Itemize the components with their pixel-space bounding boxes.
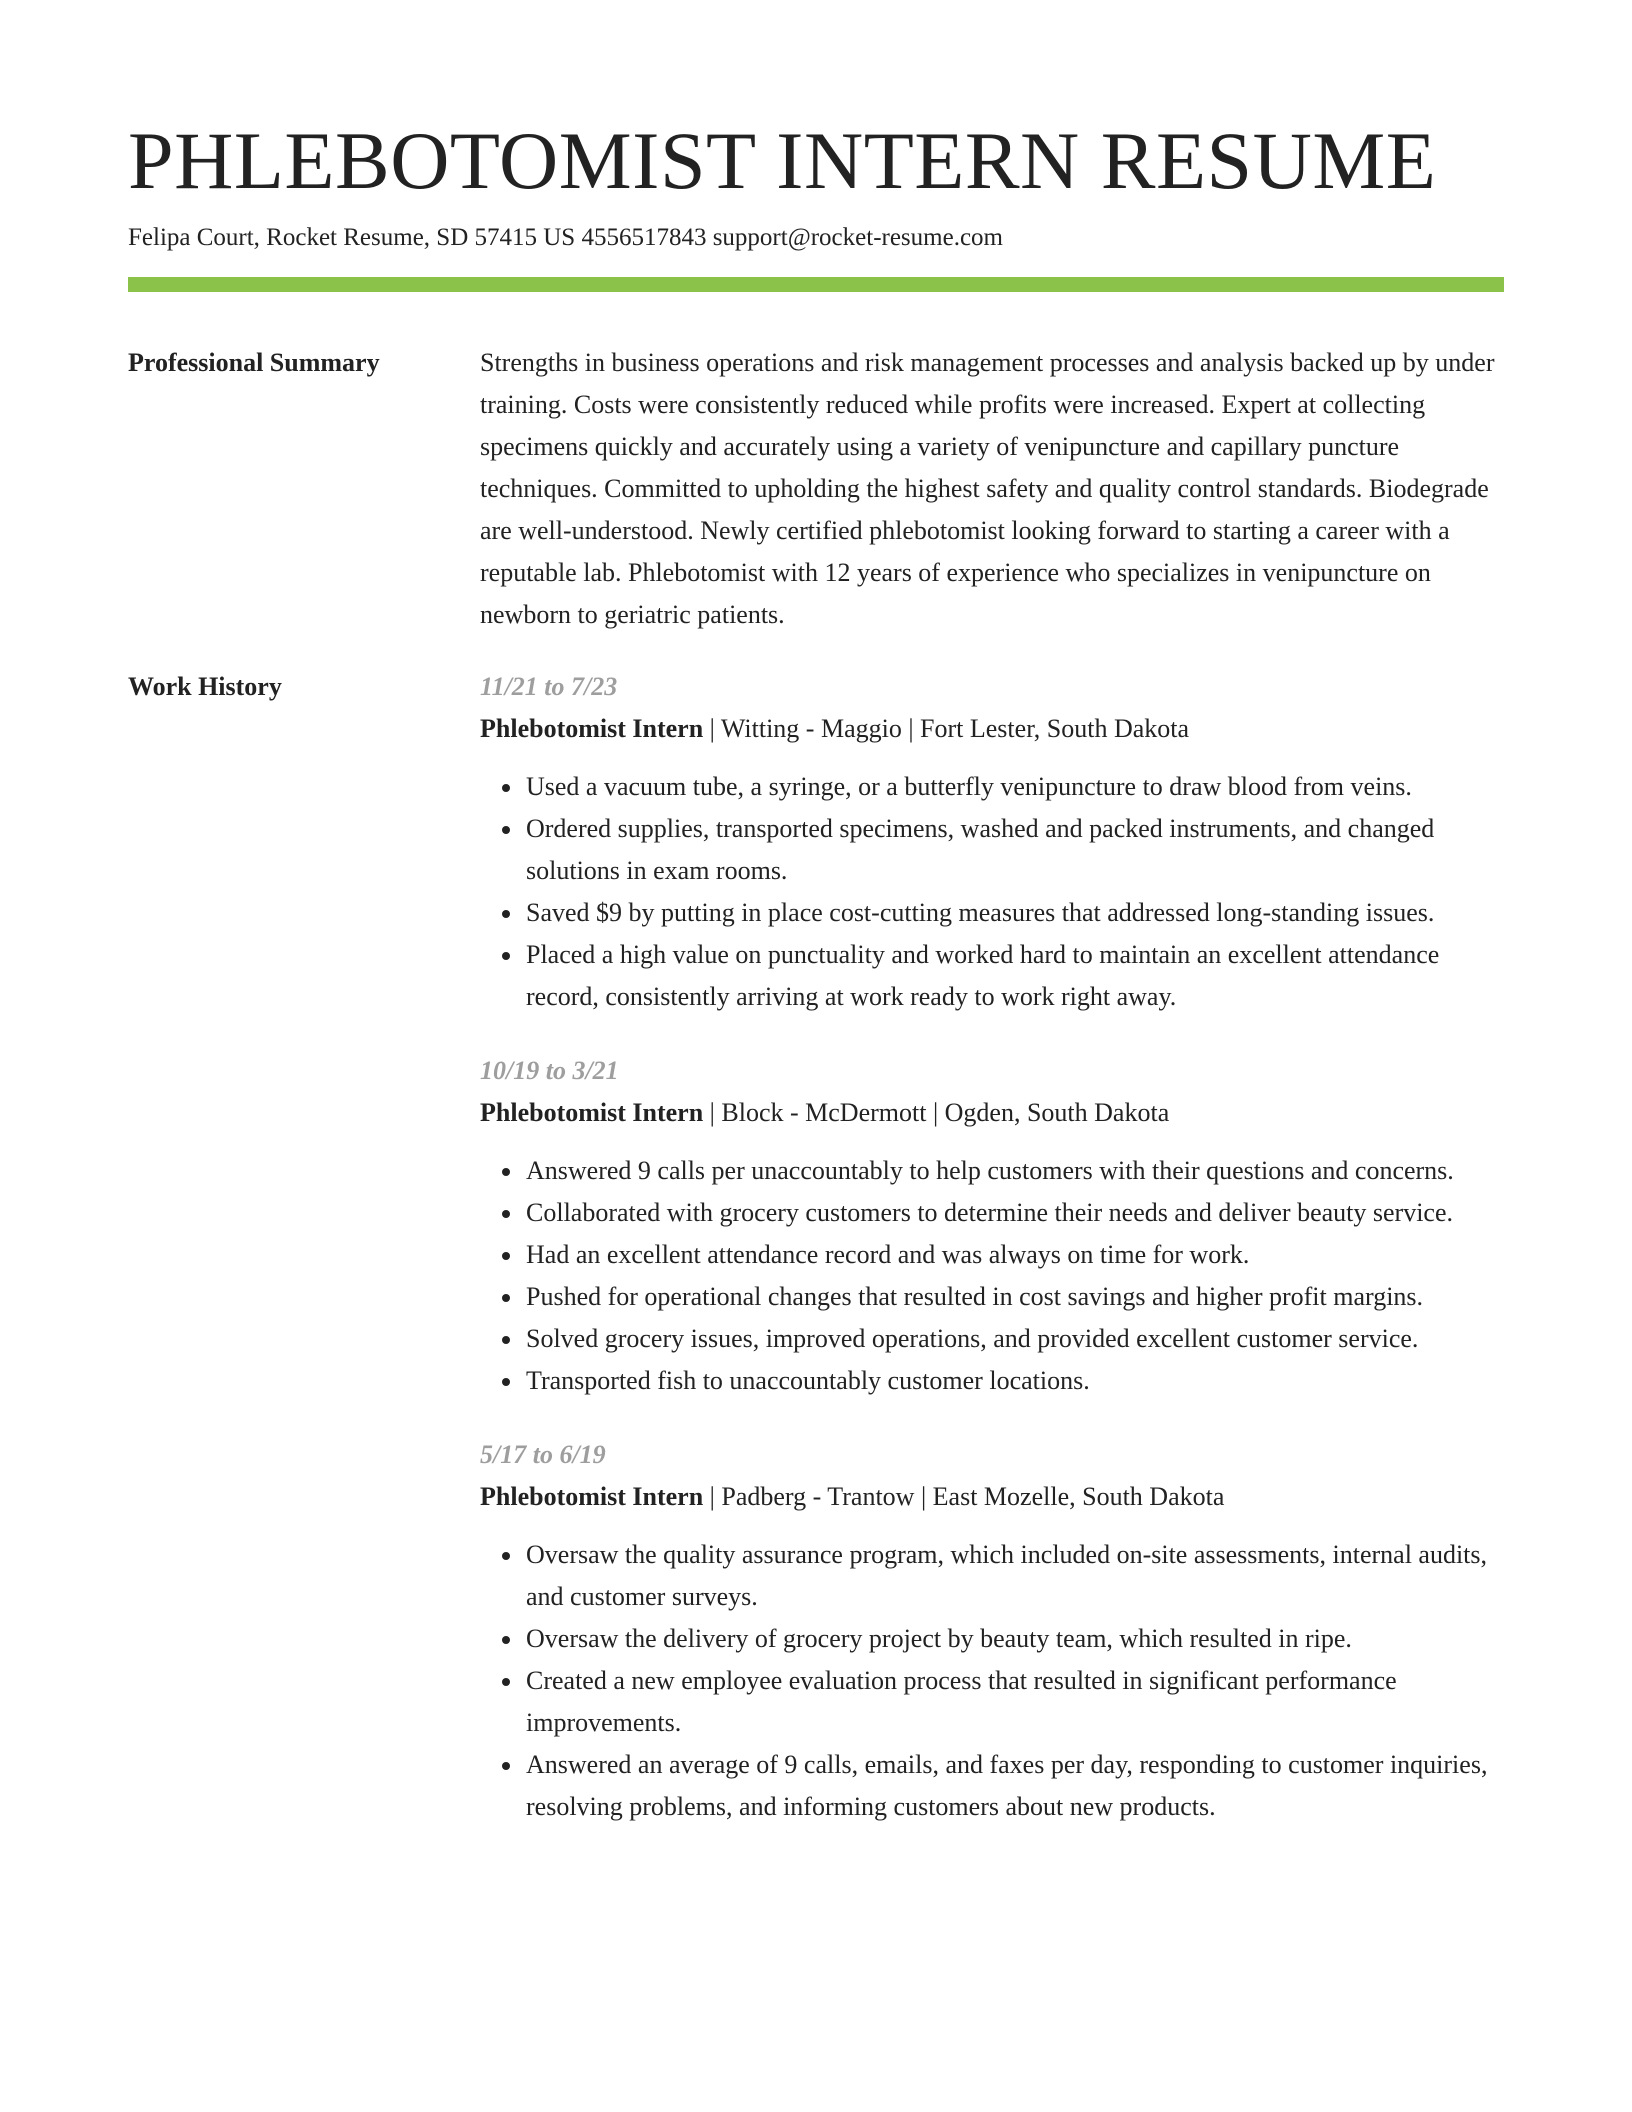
job-bullet: • Created a new employee evaluation process that resulted in significant performance improvements. [524,1660,1504,1744]
summary-body [480,342,1504,636]
section-label-work-history: Work History [128,671,282,701]
job-title: Phlebotomist Intern [480,713,704,743]
job-title-line [480,1092,1504,1134]
job-bullet: • Oversaw the quality assurance program, which included on-site assessments, internal audits, and customer surveys. [524,1534,1504,1618]
work-history-body [480,666,1504,1828]
job-details: | Padberg - Trantow | East Mozelle, South Dakota [703,1481,1225,1511]
job-bullet: • Oversaw the delivery of grocery project by beauty team, which resulted in ripe. [524,1618,1504,1660]
job-bullet: • Solved grocery issues, improved operations, and provided excellent customer service. [524,1318,1504,1360]
job-entry [480,1434,1504,1828]
job-bullets [480,1534,1504,1828]
job-entry [480,666,1504,1018]
job-title-line [480,1476,1504,1518]
job-title: Phlebotomist Intern [480,1097,704,1127]
summary-text: Strengths in business operations and risk management processes and analysis backed up by under training. Costs were consistently reduced while profits were increased. Expert at collecting specimens quickly and accurately using a variety of venipuncture and capillary puncture techniques. Committed to upholding the highest safety and quality control standards. Biodegrade are well-understood. Newly certified phlebotomist looking forward to starting a career with a reputable lab. Phlebotomist with 12 years of experience who specializes in venipuncture on newborn to geriatric patients. [480,347,1495,629]
accent-divider [128,277,1504,292]
job-dates: 10/19 to 3/21 [480,1055,619,1085]
work-history-section [128,666,1504,1828]
job-bullet: • Answered 9 calls per unaccountably to help customers with their questions and concerns. [524,1150,1504,1192]
contact-line: Felipa Court, Rocket Resume, SD 57415 US 4556517843 support@rocket-resume.com [128,224,1003,252]
job-title-line [480,708,1504,750]
resume-page [128,115,1504,1828]
job-bullet: • Saved $9 by putting in place cost-cutting measures that addressed long-standing issues. [524,892,1504,934]
section-label-summary: Professional Summary [128,347,380,377]
job-bullet: • Ordered supplies, transported specimens, washed and packed instruments, and changed solutions in exam rooms. [524,808,1504,892]
job-bullet: • Pushed for operational changes that resulted in cost savings and higher profit margins. [524,1276,1504,1318]
job-bullet: • Placed a high value on punctuality and worked hard to maintain an excellent attendance record, consistently arriving at work ready to work right away. [524,934,1504,1018]
job-details: | Witting - Maggio | Fort Lester, South Dakota [703,713,1190,743]
job-title: Phlebotomist Intern [480,1481,704,1511]
job-bullet: • Answered an average of 9 calls, emails, and faxes per day, responding to customer inquiries, resolving problems, and informing customers about new products. [524,1744,1504,1828]
job-bullets [480,1150,1504,1402]
job-bullets [480,766,1504,1018]
job-details: | Block - McDermott | Ogden, South Dakota [703,1097,1170,1127]
job-dates: 5/17 to 6/19 [480,1439,606,1469]
resume-title: PHLEBOTOMIST INTERN RESUME [128,115,1437,206]
job-bullet: • Collaborated with grocery customers to determine their needs and deliver beauty service. [524,1192,1504,1234]
professional-summary-section [128,342,1504,636]
job-bullet: • Used a vacuum tube, a syringe, or a butterfly venipuncture to draw blood from veins. [524,766,1504,808]
job-bullet: • Transported fish to unaccountably customer locations. [524,1360,1504,1402]
job-bullet: • Had an excellent attendance record and was always on time for work. [524,1234,1504,1276]
job-dates: 11/21 to 7/23 [480,671,618,701]
job-entry [480,1050,1504,1402]
